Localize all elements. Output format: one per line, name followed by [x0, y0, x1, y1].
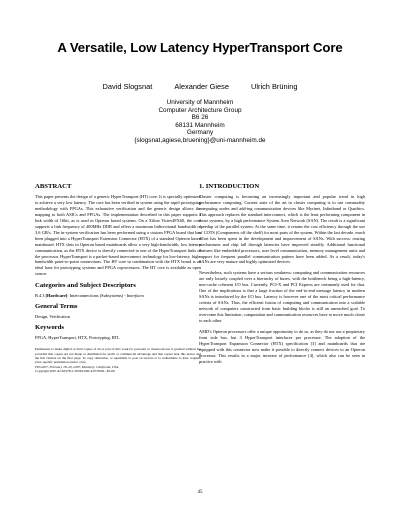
keywords-text: FPGA, HyperTransport, HTX, Prototyping, RTL [35, 335, 120, 341]
affiliation-line: University of Mannheim [166, 99, 234, 106]
affiliation-line: Computer Architecture Group [158, 106, 242, 114]
introduction-paragraph: Cluster computing is becoming an increasingly important and popular trend in high performance computing. Current state of the art in cluster computing is to use commodity computing nodes and add-ing communication devices like Myrinet, Infiniband or Quadrics. This approach replaces the standard interconnect, which is the least performing component in those systems, by a high performance System Area Network (SAN). The result is a significant speedup of the parallel system. At the same time, it retains the cost efficiency through the use of COTS (Components off the shelf) for most parts of the system. Within the last decade, much effort has been spent in the development and improvement of SANs. With success: routing mechanisms and chip fall through latencies have improved steadily. Additional functional features like embedded processors, user level communication, memory management units and support for frequent parallel communication pattern have been added. As a result, today's SANs are very mature and highly optimized devices. [199, 194, 365, 265]
introduction-paragraph: Nevertheless, such systems have a serious weakness: computing and communication resources are only loosely coupled over a hierarchy of buses, with the bottleneck being a high-latency, non-cache coherent I/O bus. Currently, PCI-X and PCI Express are commonly used for that. One of the implications is that a large fraction of the end-to-end message latency in modern SANs is introduced by the I/O bus. Latency is however one of the most critical performance criteria of SANs. Thus, the efficient fusion of computing and communication into a scalable network of computers constructed from basic building blocks is still an unreached goal. To overcome this limitation, computation and communication resources have to move much closer to each other. [199, 270, 365, 324]
author-name: Ulrich Brüning [251, 82, 298, 91]
author-name: Alexander Giese [174, 82, 229, 91]
keywords-heading: Keywords [35, 324, 64, 332]
categories-heading: Categories and Subject Descriptors [35, 282, 136, 290]
page-number: 45 [197, 490, 203, 495]
abstract-heading: ABSTRACT [35, 183, 72, 190]
affiliation-line: B6 26 [191, 114, 209, 122]
affiliation-email: {slogsnat,agiese,bruening}@uni-mannheim.de [134, 136, 266, 144]
general-terms-heading: General Terms [35, 303, 78, 311]
paper-title: A Versatile, Low Latency HyperTransport Core [57, 40, 343, 55]
permission-notice [35, 347, 201, 373]
category-id: B.4.3 [35, 293, 46, 299]
introduction-heading: 1. INTRODUCTION [199, 183, 260, 190]
affiliation-line: 68131 Mannheim [175, 121, 225, 129]
introduction-paragraph: AMD's Opteron processors offer a unique opportunity to do so, as they do not use a proprietary front side bus, but 3 HyperTransport interfaces per processor. The adoption of the HyperTransport Expansion Connector (HTX) specification [3] and mainboards that are equipped with this connector now make it possible to directly connect devices to an Opteron processor. This results in a major increase of performance [4], which also can be seen in practice with [199, 329, 365, 364]
author-list [0, 82, 400, 91]
right-column [199, 183, 365, 370]
conference-venue: FPGA'07, February 18–20, 2007, Monterey, California, USA. [35, 364, 120, 369]
categories-text [35, 293, 201, 299]
category-interfaces: Interfaces [126, 293, 145, 299]
copyright-line: Copyright 2007 ACM 978-1-59593-600-4/07/0002...$5.00. [35, 369, 116, 374]
affiliation-block [0, 99, 400, 145]
category-hardware: [Hardware] [45, 293, 68, 299]
permission-text: Permission to make digital or hard copies of all or part of this work for personal or classroom use is granted without fee provided that copies are not made or distributed for profit or commercial advantage and that copies bear this notice and the full citation on the first page. To copy otherwise, or republish, to post on servers or to redistribute to lists, requires prior specific permission and/or a fee. [35, 347, 201, 365]
author-name: David Slogsnat [102, 82, 153, 91]
category-desc: : Interconnections (Subsystems) - [67, 293, 127, 299]
left-column [35, 183, 201, 374]
abstract-text: This paper presents the design of a generic HyperTransport (HT) core. It is specially optimized to achieve a very low latency. The core has been verified in system using the rapid prototyping methodology with FPGAs. This exhaustive verification and the generic design allows the mapping to both ASICs and FPGAs. The implementation described in this paper supports a link width of 16bit, as is used in Opteron based systems. On a Xilinx Virtex4FX60, the core supports a link frequency of 400MHz DDR and offers a maximum bidirectional bandwidth of 3.6 GB/s. The in-system verification has been performed using a custom FPGA board that has been plugged into a HyperTransport Extension Connector (HTX) of a standard Opteron based mainboard. HTX slots in Opteron based mainboards allow a very high-bandwidth, low latency communication, as the HTX device is directly connected to one of the HyperTransport links of the processor. HyperTransport is a packet-based interconnect technology for low-latency, high-bandwidth point-to-point connections. The HT core in combination with the HTX board is an ideal base for prototyping systems and FPGA coprocessors. The HT core is available as open source. [35, 194, 201, 277]
affiliation-line: Germany [186, 129, 214, 137]
general-terms-text: Design, Verification [35, 314, 70, 320]
